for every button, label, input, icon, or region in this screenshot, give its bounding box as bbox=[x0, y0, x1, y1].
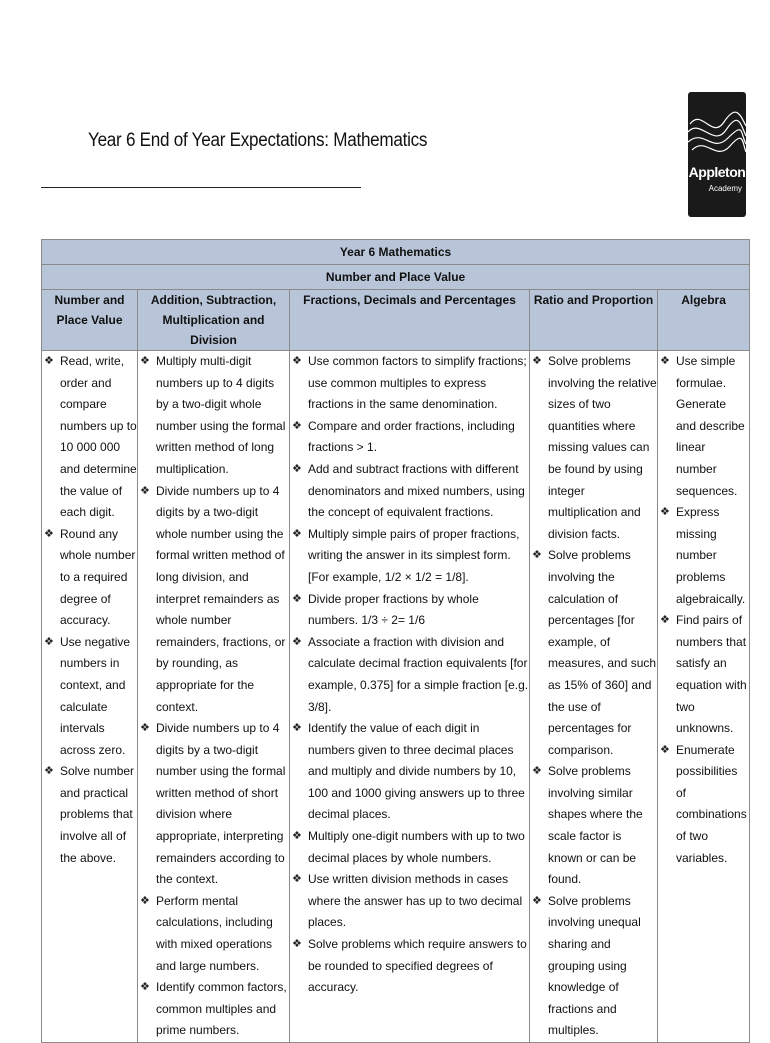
column-header: Fractions, Decimals and Percentages bbox=[290, 290, 530, 351]
algebra-cell bbox=[658, 351, 750, 1043]
logo-subtitle: Academy bbox=[708, 184, 742, 193]
list-item: ❖ Read, write, order and compare numbers up to 10 000 000 and determine the value of each digit. bbox=[42, 351, 137, 524]
logo-name: Appleton bbox=[688, 164, 746, 180]
list-item: ❖ Divide proper fractions by whole numbers. 1/3 ÷ 2= 1/6 bbox=[290, 589, 529, 632]
column-header-row bbox=[42, 290, 750, 351]
list-item: ❖ Enumerate possibilities of combinations of two variables. bbox=[658, 740, 749, 870]
column-header: Algebra bbox=[658, 290, 750, 351]
list-item: ❖ Use simple formulae. Generate and describe linear number sequences. bbox=[658, 351, 749, 502]
column-header: Number and Place Value bbox=[42, 290, 138, 351]
table-header-main: Year 6 Mathematics bbox=[42, 240, 750, 265]
list-item: ❖ Identify common factors, common multiples and prime numbers. bbox=[138, 977, 289, 1042]
academy-logo bbox=[688, 92, 746, 217]
list-item: ❖ Associate a fraction with division and calculate decimal fraction equivalents [for example, 0.375] for a simple fraction [e.g. 3/8]. bbox=[290, 632, 529, 718]
list-item: ❖ Use written division methods in cases where the answer has up to two decimal places. bbox=[290, 869, 529, 934]
list-item: ❖ Round any whole number to a required degree of accuracy. bbox=[42, 524, 137, 632]
expectations-table bbox=[41, 239, 750, 1043]
list-item: ❖ Divide numbers up to 4 digits by a two-digit number using the formal written method of short division where appropriate, interpreting remainders according to the context. bbox=[138, 718, 289, 891]
title-underline bbox=[41, 187, 361, 188]
list-item: ❖ Solve number and practical problems that involve all of the above. bbox=[42, 761, 137, 869]
list-item: ❖ Perform mental calculations, including with mixed operations and large numbers. bbox=[138, 891, 289, 977]
column-header: Ratio and Proportion bbox=[530, 290, 658, 351]
list-item: ❖ Solve problems involving the calculation of percentages [for example, of measures, and such as 15% of 360] and the use of percentages for comparison. bbox=[530, 545, 657, 761]
list-item: ❖ Add and subtract fractions with different denominators and mixed numbers, using the concept of equivalent fractions. bbox=[290, 459, 529, 524]
table-header-sub: Number and Place Value bbox=[42, 265, 750, 290]
list-item: ❖ Compare and order fractions, including fractions > 1. bbox=[290, 416, 529, 459]
list-item: ❖ Solve problems which require answers to be rounded to specified degrees of accuracy. bbox=[290, 934, 529, 999]
list-item: ❖ Multiply one-digit numbers with up to two decimal places by whole numbers. bbox=[290, 826, 529, 869]
list-item: ❖ Divide numbers up to 4 digits by a two-digit whole number using the formal written method of long division, and interpret remainders as whole number remainders, fractions, or by rounding, as appropriate for the context. bbox=[138, 481, 289, 719]
list-item: ❖ Solve problems involving similar shapes where the scale factor is known or can be found. bbox=[530, 761, 657, 891]
number-place-value-cell bbox=[42, 351, 138, 1043]
list-item: ❖ Identify the value of each digit in numbers given to three decimal places and multiply and divide numbers by 10, 100 and 1000 giving answers up to three decimal places. bbox=[290, 718, 529, 826]
list-item: ❖ Find pairs of numbers that satisfy an equation with two unknowns. bbox=[658, 610, 749, 740]
list-item: ❖ Multiply multi-digit numbers up to 4 digits by a two-digit whole number using the formal written method of long multiplication. bbox=[138, 351, 289, 481]
ratio-proportion-cell bbox=[530, 351, 658, 1043]
logo-wave-graphic bbox=[688, 92, 746, 217]
list-item: ❖ Multiply simple pairs of proper fractions, writing the answer in its simplest form. [For example, 1/2 × 1/2 = 1/8]. bbox=[290, 524, 529, 589]
fractions-decimals-cell bbox=[290, 351, 530, 1043]
page-title: Year 6 End of Year Expectations: Mathematics bbox=[88, 130, 428, 151]
list-item: ❖ Use negative numbers in context, and calculate intervals across zero. bbox=[42, 632, 137, 762]
list-item: ❖ Solve problems involving unequal sharing and grouping using knowledge of fractions and multiples. bbox=[530, 891, 657, 1042]
content-row bbox=[42, 351, 750, 1043]
column-header: Addition, Subtraction, Multiplication and Division bbox=[138, 290, 290, 351]
list-item: ❖ Express missing number problems algebraically. bbox=[658, 502, 749, 610]
list-item: ❖ Use common factors to simplify fractions; use common multiples to express fractions in the same denomination. bbox=[290, 351, 529, 416]
addition-subtraction-cell bbox=[138, 351, 290, 1043]
list-item: ❖ Solve problems involving the relative sizes of two quantities where missing values can be found by using integer multiplication and division facts. bbox=[530, 351, 657, 545]
